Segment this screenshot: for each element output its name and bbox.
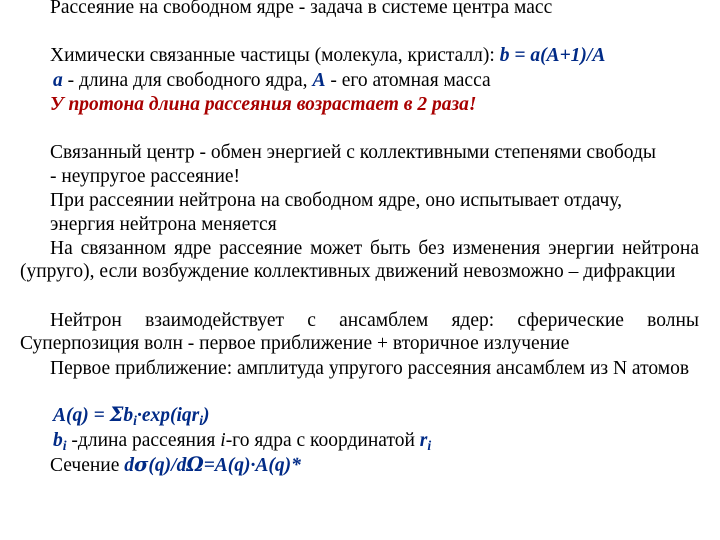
amp-b: b: [123, 405, 134, 426]
free-nucleus-text: - длина для свободного ядра,: [62, 70, 313, 91]
amp-b-sub: i: [133, 413, 137, 429]
free-nucleus-line: [53, 70, 491, 92]
bound-length-formula: b = a(A+1)/A: [499, 45, 606, 66]
title-line: Рассеяние на свободном ядре - задача в системе центра масс: [50, 0, 553, 18]
amp-exp: exp(iqr: [141, 405, 200, 426]
cs-sigma: σ: [134, 453, 149, 476]
inelastic-line: - неупругое рассеяние!: [50, 166, 241, 187]
bi-r: r: [419, 430, 428, 451]
sum-symbol: Σ: [109, 403, 124, 426]
amp-close: ): [203, 405, 210, 426]
bi-b-sub: i: [62, 438, 67, 454]
cs-rhs: =A(q)·A(q)*: [203, 455, 301, 476]
bound-nucleus-paragraph: На связанном ядре рассеяние может быть без изменения энергии нейтрона (упруго), если возбуждение коллективных движений невозможно – дифракции: [20, 238, 699, 282]
var-a: a: [53, 70, 63, 91]
recoil-line: При рассеянии нейтрона на свободном ядре, оно испытывает отдачу,: [50, 190, 622, 211]
amp-dot: ·: [136, 405, 142, 426]
bi-text1: -длина рассеяния: [66, 430, 221, 451]
cross-section-label: Сечение: [50, 455, 125, 476]
first-approximation-paragraph: Первое приближение: амплитуда упругого рассеяния ансамблем из N атомов: [50, 358, 690, 379]
proton-note: У протона длина рассеяния возрастает в 2 раза!: [50, 94, 477, 115]
cross-section-line: [50, 454, 301, 477]
cs-q: (q)/d: [148, 455, 187, 476]
cs-omega: Ω: [186, 453, 204, 476]
bi-r-sub: i: [427, 438, 432, 454]
bi-b: b: [53, 430, 63, 451]
amplitude-lhs: A(q) =: [53, 405, 110, 426]
cs-d: d: [124, 455, 135, 476]
bound-particles-line: [50, 45, 605, 67]
bound-particles-text: Химически связанные частицы (молекула, кристалл):: [50, 45, 500, 66]
bi-text2: -го ядра с координатой: [225, 430, 420, 451]
amp-r-sub: i: [199, 413, 204, 429]
bound-center-line: Связанный центр - обмен энергией с коллективными степенями свободы: [50, 142, 657, 163]
neutron-ensemble-paragraph: Нейтрон взаимодействует с ансамблем ядер: сферические волны Суперпозиция волн - первое приближение + вторичное излучение: [20, 310, 699, 354]
amplitude-formula: [53, 404, 210, 432]
var-A: A: [312, 70, 326, 91]
energy-change-line: энергия нейтрона меняется: [50, 214, 277, 235]
bi-i: i: [220, 430, 226, 451]
atomic-mass-text: - его атомная масса: [325, 70, 491, 91]
